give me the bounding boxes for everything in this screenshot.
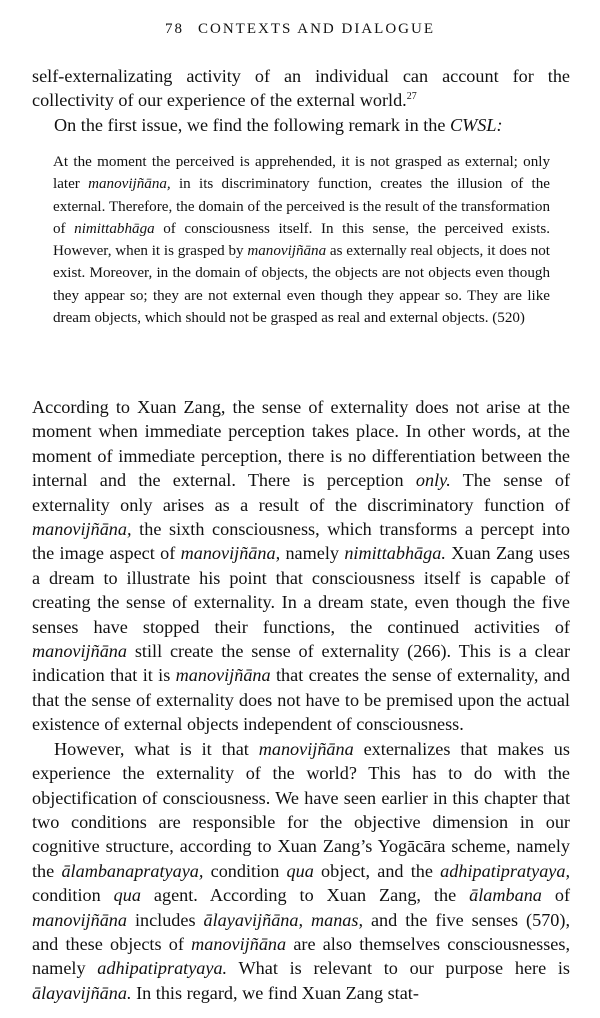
term: manovijñāna bbox=[175, 665, 271, 686]
quotation-text: At the moment the perceived is apprehended, it is not grasped as external; only later manovijñāna, in its discriminatory function, creates the illusion of the external. Therefore, the domain of the perceived is the result of the transformation of nimittabhāga of consciousness itself. In this sense, the perceived exists. However, when it is grasped by manovijñāna as externally real objects, it does not exist. Moreover, in the domain of objects, the objects are not objects even though they appear so; they are not external even though they appear so. They are like dream objects, which should not be grasped as real and external objects. (520) bbox=[53, 154, 550, 327]
top-text-block bbox=[32, 64, 570, 137]
continuation-paragraph: self-externalizating activity of an individual can account for the collectivity of our experience of the external world.$^{27}$ bbox=[32, 66, 570, 111]
term: qua bbox=[286, 860, 314, 881]
term: manovijñāna bbox=[191, 933, 287, 954]
term: manovijñāna bbox=[247, 243, 327, 260]
block-quotation bbox=[53, 151, 550, 329]
footnote-reference: 27 bbox=[406, 91, 417, 103]
term: adhipatipratyaya. bbox=[97, 958, 228, 979]
term: manovijñāna bbox=[32, 641, 127, 662]
quote-intro-paragraph: On the first issue, we find the following remark in the CWSL: bbox=[54, 114, 503, 135]
term: ālambana bbox=[469, 885, 542, 906]
term: nimittabhāga bbox=[74, 220, 155, 237]
term: ālayavijñāna. bbox=[32, 982, 132, 1003]
paragraph-xuan-zang-externality: According to Xuan Zang, the sense of externality does not arise at the moment when immediate perception takes place. In other words, at the moment of immediate perception, there is no differentiation between the internal and the external. There is perception only. The sense of externality only arises as a result of the discriminatory function of manovijñāna, the sixth consciousness, which transforms a percept into the image aspect of manovijñāna, namely nimittabhāga. Xuan Zang uses a dream to illustrate his point that consciousness itself is capable of creating the sense of externality. In a dream state, even though the five senses have stopped their functions, the continued activities of manovijñāna still create the sense of externality (266). This is a clear indication that it is manovijñāna that creates the sense of externality, and that the sense of externality does not have to be premised upon the actual existence of external objects independent of consciousness. bbox=[32, 397, 571, 735]
term: manovijñāna, bbox=[32, 519, 132, 540]
term: qua bbox=[113, 885, 141, 906]
term: adhipatipratyaya, bbox=[440, 860, 570, 881]
term: only. bbox=[415, 470, 451, 491]
term: manovijñāna bbox=[258, 738, 354, 759]
term: ālayavijñāna, manas, bbox=[203, 909, 364, 930]
main-text-block bbox=[32, 395, 570, 1005]
page-number: 78 bbox=[165, 21, 184, 37]
paragraph-objectification: However, what is it that manovijñāna externalizes that makes us experience the externality of the world? This has to do with the objectification of consciousness. We have seen earlier in this chapter that two conditions are responsible for the objective dimension in our cognitive structure, according to Xuan Zang’s Yogācāra scheme, namely the ālambanapratyaya, condition qua object, and the adhipatipratyaya, condition qua agent. According to Xuan Zang, the ālambana of manovijñāna includes ālayavijñāna, manas, and the five senses (570), and these objects of manovijñāna are also themselves consciousnesses, namely adhipatipratyaya. What is relevant to our purpose here is ālayavijñāna. In this regard, we find Xuan Zang stat- bbox=[32, 738, 570, 1003]
term: nimittabhāga. bbox=[344, 543, 446, 564]
source-abbreviation: CWSL: bbox=[450, 114, 503, 135]
term: manovijñāna bbox=[32, 909, 127, 930]
running-header bbox=[0, 20, 600, 38]
term: manovijñāna, bbox=[88, 176, 171, 193]
term: manovijñāna, bbox=[180, 543, 281, 564]
term: ālambanapratyaya, bbox=[61, 860, 204, 881]
running-title: CONTEXTS AND DIALOGUE bbox=[198, 21, 435, 37]
